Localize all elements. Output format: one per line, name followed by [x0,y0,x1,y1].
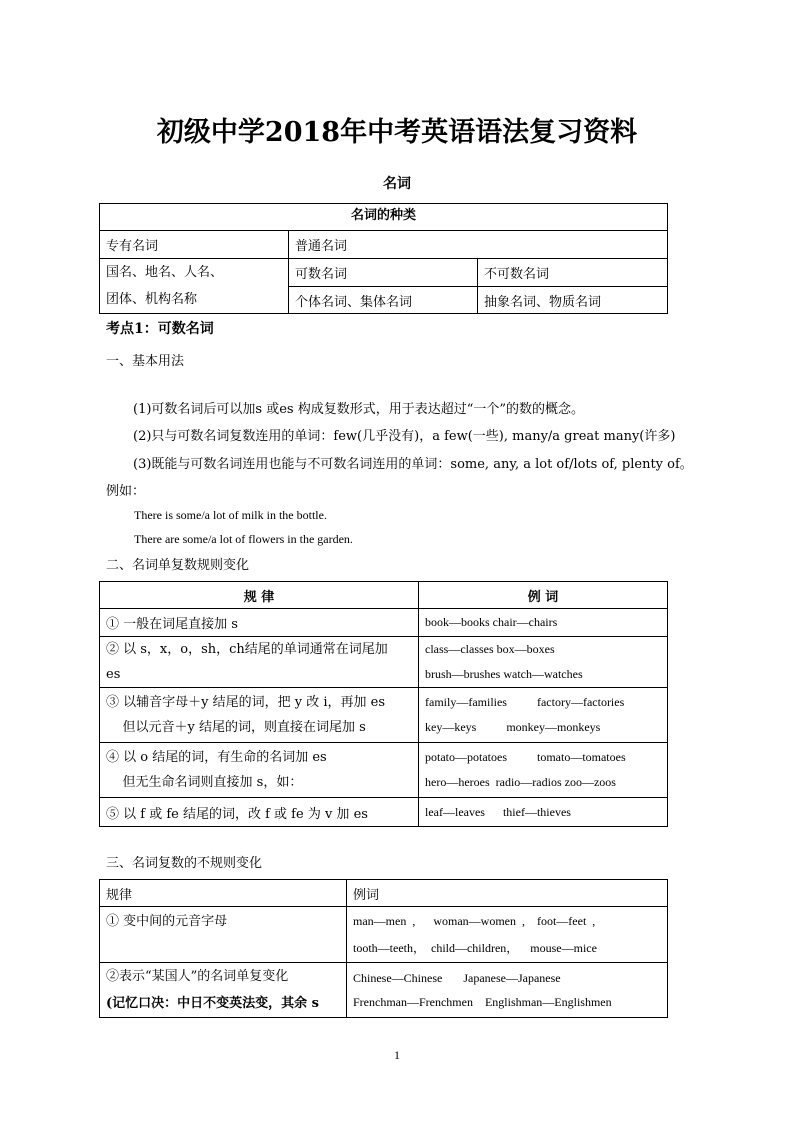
rule-line: (记忆口决：中日不变英法变，其余 s [106,996,319,1011]
irregular-rule-header: 规律 [100,880,347,907]
section-heading-basic-usage: 一、基本用法 [106,354,185,369]
regular-rule-cell [100,798,419,827]
rule-line: ① 变中间的元音字母 [106,914,228,929]
irregular-plural-table [99,879,668,1018]
regular-example-cell [419,609,668,637]
section-heading-irregular-plurals: 三、名词复数的不规则变化 [106,856,263,871]
proper-noun-cell: 专有名词 [100,231,289,259]
irregular-example-cell [347,907,668,963]
common-noun-cell: 普通名词 [289,231,668,259]
example-line: leaf—leaves thief—thieves [425,804,571,819]
example-line: Chinese—Chinese Japanese—Japanese [353,971,561,985]
regular-plural-table [99,581,668,827]
regular-rule-cell [100,688,419,743]
example-label: 例如： [106,484,146,499]
rule-line: ② 以 s，x，o，sh，ch结尾的单词通常在词尾加 [106,642,388,657]
uncountable-noun-cell: 不可数名词 [478,259,668,287]
example-line: hero—heroes radio—radios zoo—zoos [425,775,616,789]
regular-rule-cell [100,637,419,688]
example-line: man—men , woman—women , foot—feet , [353,913,596,928]
example-line: book—books chair—chairs [425,615,558,629]
example-sentence-1: There is some/a lot of milk in the bottle. [134,508,327,522]
regular-rule-cell [100,743,419,798]
regular-example-header: 例 词 [419,582,668,609]
rule-line: ④ 以 o 结尾的词，有生命的名词加 es [106,750,327,765]
irregular-rule-cell [100,963,347,1018]
example-line: tooth—teeth， child—children， mouse—mice [353,940,597,955]
countable-noun-cell: 可数名词 [289,259,478,287]
regular-rule-header: 规 律 [100,582,419,609]
page-title: 初级中学2018年中考英语语法复习资料 [156,117,638,148]
example-line: brush—brushes watch—watches [425,667,583,681]
regular-example-cell [419,637,668,688]
rule-line: 但无生命名词则直接加 s，如： [106,775,303,790]
rule-line: ⑤ 以 f 或 fe 结尾的词，改 f 或 fe 为 v 加 es [106,806,368,822]
example-line: class—classes box—boxes [425,642,555,656]
example-line: Frenchman—Frenchmen Englishman—Englishmen [353,995,612,1009]
noun-types-table [99,203,668,314]
proper-examples-line-1: 国名、地名、人名、 [106,265,224,280]
regular-example-cell [419,743,668,798]
rule-line: ① 一般在词尾直接加 s [106,617,238,632]
example-line: key—keys monkey—monkeys [425,720,601,734]
irregular-example-header: 例词 [347,880,668,907]
page-number: 1 [394,1048,400,1062]
point-heading: 考点1：可数名词 [106,321,214,337]
uncountable-types-cell: 抽象名词、物质名词 [478,287,668,314]
example-line: potato—potatoes tomato—tomatoes [425,750,626,764]
irregular-example-cell [347,963,668,1018]
rule-line: es [106,667,121,682]
regular-example-cell [419,798,668,827]
irregular-rule-cell [100,907,347,963]
regular-rule-cell [100,609,419,637]
regular-example-cell [419,688,668,743]
section-title-nouns: 名词 [383,176,411,192]
rule-line: ②表示“某国人”的名词单复变化 [106,969,289,984]
countable-types-cell: 个体名词、集体名词 [289,287,478,314]
usage-line-3: (3)既能与可数名词连用也能与不可数名词连用的单词：some, any, a lot of/lots of, plenty of。 [133,457,693,472]
example-line: family—families factory—factories [425,695,625,709]
rule-line: ③ 以辅音字母＋y 结尾的词，把 y 改 i，再加 es [106,695,386,710]
proper-examples-line-2: 团体、机构名称 [106,292,198,307]
usage-line-1: (1)可数名词后可以加s 或es 构成复数形式，用于表达超过“一个”的数的概念。 [133,402,585,417]
example-sentence-2: There are some/a lot of flowers in the garden. [134,532,353,546]
section-heading-regular-plurals: 二、名词单复数规则变化 [106,558,250,573]
proper-examples-cell [100,259,289,314]
noun-types-header: 名词的种类 [100,204,668,231]
rule-line: 但以元音＋y 结尾的词，则直接在词尾加 s [106,720,366,735]
usage-line-2: (2)只与可数名词复数连用的单词：few(几乎没有)，a few(一些), many/a great many(许多) [133,429,676,444]
